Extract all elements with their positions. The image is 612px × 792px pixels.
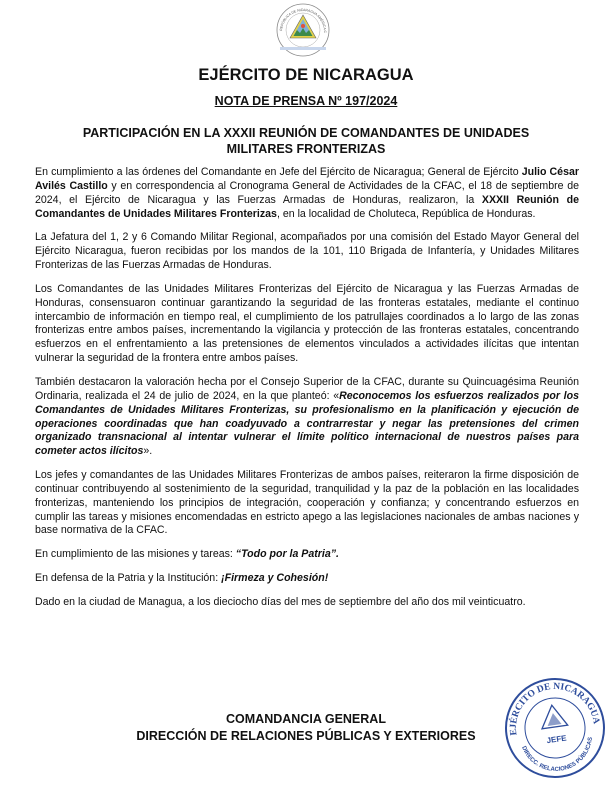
- p1-text-e: , en la localidad de Choluteca, República de Honduras.: [276, 207, 536, 220]
- p4-quote: Reconocemos los esfuerzos realizados por los Comandantes de Unidades Militares Fronterizas, su profesionalismo en la planificación y ejecución de operaciones coordinadas que han coadyuvado a contrarrestar y negar las pretensiones del crimen organizado transnacional al intentar vulnerar el límite político internacional de nuestros países para cometer actos ilícitos: [35, 389, 579, 458]
- paragraph-7: [35, 572, 579, 586]
- p6-text-a: En cumplimiento de las misiones y tareas:: [35, 548, 236, 561]
- paragraph-5: Los jefes y comandantes de las Unidades Militares Fronterizas de ambos países, reiteraron la firme disposición de continuar contribuyendo al sostenimiento de la seguridad, tranquilidad y la paz de la población en las localidades fronterizas, manteniendo los principios de integración, cooperación y confianza; y concentrando esfuerzos en cumplir las tareas y misiones encomendadas en estricto apego a las legislaciones nacionales de ambas naciones y base normativa de la CFAC.: [35, 469, 579, 537]
- signature-line-2: DIRECCIÓN DE RELACIONES PÚBLICAS Y EXTERIORES: [136, 729, 476, 743]
- seal-ring-text: REPÚBLICA DE NICARAGUA AMÉRICA C: [279, 7, 328, 33]
- press-note-headline: [40, 125, 572, 157]
- coat-of-arms-seal: [268, 2, 338, 58]
- stamp-center-text: JEFE: [546, 733, 568, 746]
- p1-meeting-name: XXXII Reunión de Comandantes de Unidades Militares Fronterizas: [35, 193, 579, 220]
- signature-line-1: COMANDANCIA GENERAL: [226, 712, 386, 726]
- organization-title: EJÉRCITO DE NICARAGUA: [198, 66, 414, 84]
- paragraph-3: Los Comandantes de las Unidades Militares Fronterizas del Ejército de Nicaragua y las Fuerzas Armadas de Honduras, consensuaron continuar garantizando la seguridad de las fronteras estatales, mediante el continuo intercambio de información en tiempo real, el cumplimiento de los patrullajes coordinados a lo largo de las zonas fronterizas entre ambos países, incrementando la vigilancia y protección de las fronteras estatales, concentrando esfuerzos en el enfrentamiento a las pretensiones de elementos vinculados a actividades ilícitas que intentan vulnerar la seguridad de la frontera entre ambos países.: [35, 282, 579, 365]
- p1-text-a: En cumplimiento a las órdenes del Comandante en Jefe del Ejército de Nicaragua; General de Ejército: [35, 166, 522, 178]
- stamp-top-text: EJÉRCITO DE NICARAGUA: [508, 681, 601, 736]
- p7-text-a: En defensa de la Patria y la Institución:: [35, 572, 222, 585]
- p1-commander-name: Julio César Avilés Castillo: [35, 166, 579, 192]
- paragraph-8: Dado en la ciudad de Managua, a los dieciocho días del mes de septiembre del año dos mil veinticuatro.: [35, 595, 526, 608]
- paragraph-4: [35, 376, 579, 459]
- p6-motto: “Todo por la Patria”.: [235, 548, 339, 561]
- press-note-number: NOTA DE PRENSA Nº 197/2024: [214, 94, 398, 108]
- official-stamp: [502, 675, 608, 781]
- p4-text-c: ».: [143, 445, 153, 458]
- paragraph-6: [35, 548, 579, 562]
- press-release-body: [35, 166, 579, 620]
- signature-block: [80, 711, 532, 745]
- paragraph-2: La Jefatura del 1, 2 y 6 Comando Militar Regional, acompañados por una comisión del Estado Mayor General del Ejército Nicaragua, fueron recibidas por los mandos de la 101, 110 Brigada de Infantería, y Unidades Militares Fronterizas de las Fuerzas Armadas de Honduras.: [35, 231, 579, 272]
- paragraph-1: [35, 166, 579, 221]
- p4-text-a: También destacaron la valoración hecha por el Consejo Superior de la CFAC, durante su Quincuagésima Reunión Ordinaria, realizada el 24 de julio de 2024, en la que planteó: «: [35, 375, 579, 402]
- stamp-bottom-text: DIRECC. RELACIONES PÚBLICAS: [520, 736, 594, 773]
- p7-motto: ¡Firmeza y Cohesión!: [221, 572, 329, 585]
- headline-line-2: MILITARES FRONTERIZAS: [226, 142, 386, 156]
- headline-line-1: PARTICIPACIÓN EN LA XXXII REUNIÓN DE COMANDANTES DE UNIDADES: [82, 126, 530, 140]
- p1-text-c: y en correspondencia al Cronograma General de Actividades de la CFAC, el 18 de septiembre de 2024, el Ejército de Nicaragua y las Fuerzas Armadas de Honduras, realizaron, la: [35, 179, 579, 206]
